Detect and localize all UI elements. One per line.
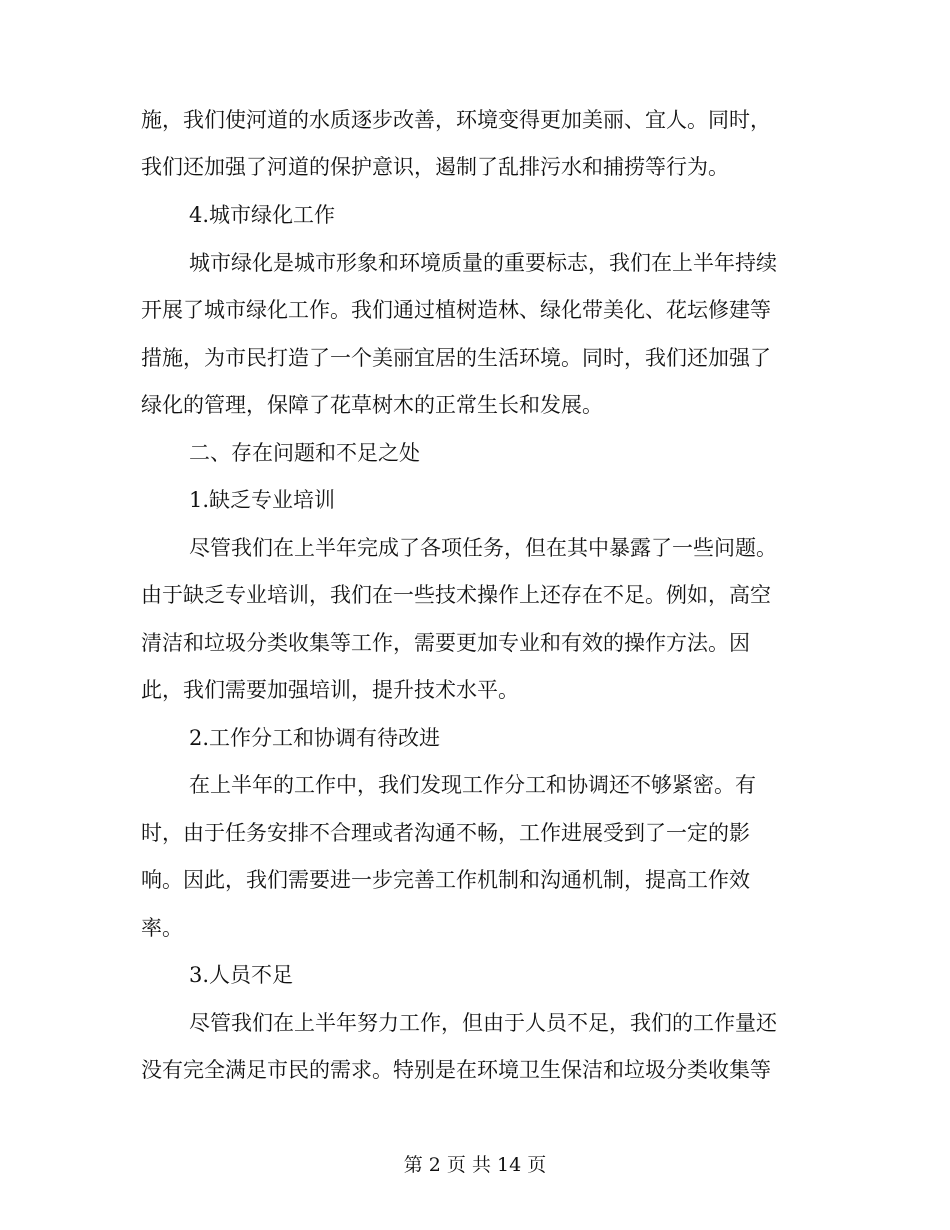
section-heading: 2.工作分工和协调有待改进	[189, 726, 441, 750]
paragraph-line: 措施，为市民打造了一个美丽宜居的生活环境。同时，我们还加强了	[141, 346, 771, 370]
paragraph-line: 尽管我们在上半年完成了各项任务，但在其中暴露了一些问题。	[189, 536, 777, 560]
paragraph-line: 率。	[141, 916, 183, 940]
paragraph-line: 时，由于任务安排不合理或者沟通不畅，工作进展受到了一定的影	[141, 821, 750, 845]
paragraph-line: 我们还加强了河道的保护意识，遏制了乱排污水和捕捞等行为。	[141, 155, 729, 179]
paragraph-line: 施，我们使河道的水质逐步改善，环境变得更加美丽、宜人。同时，	[141, 108, 771, 132]
page-footer: 第 2 页 共 14 页	[403, 1154, 547, 1176]
paragraph-line: 响。因此，我们需要进一步完善工作机制和沟通机制，提高工作效	[141, 868, 750, 892]
paragraph-line: 没有完全满足市民的需求。特别是在环境卫生保洁和垃圾分类收集等	[141, 1058, 771, 1082]
paragraph-line: 在上半年的工作中，我们发现工作分工和协调还不够紧密。有	[189, 773, 756, 797]
section-heading: 二、存在问题和不足之处	[189, 441, 420, 465]
paragraph-line: 开展了城市绿化工作。我们通过植树造林、绿化带美化、花坛修建等	[141, 298, 771, 322]
paragraph-line: 尽管我们在上半年努力工作，但由于人员不足，我们的工作量还	[189, 1011, 777, 1035]
paragraph-line: 绿化的管理，保障了花草树木的正常生长和发展。	[141, 393, 603, 417]
paragraph-line: 清洁和垃圾分类收集等工作，需要更加专业和有效的操作方法。因	[141, 631, 750, 655]
section-heading: 1.缺乏专业培训	[189, 488, 336, 512]
paragraph-line: 由于缺乏专业培训，我们在一些技术操作上还存在不足。例如，高空	[141, 583, 771, 607]
paragraph-line: 城市绿化是城市形象和环境质量的重要标志，我们在上半年持续	[189, 251, 777, 275]
section-heading: 4.城市绿化工作	[189, 203, 336, 227]
paragraph-line: 此，我们需要加强培训，提升技术水平。	[141, 678, 519, 702]
section-heading: 3.人员不足	[189, 963, 294, 987]
